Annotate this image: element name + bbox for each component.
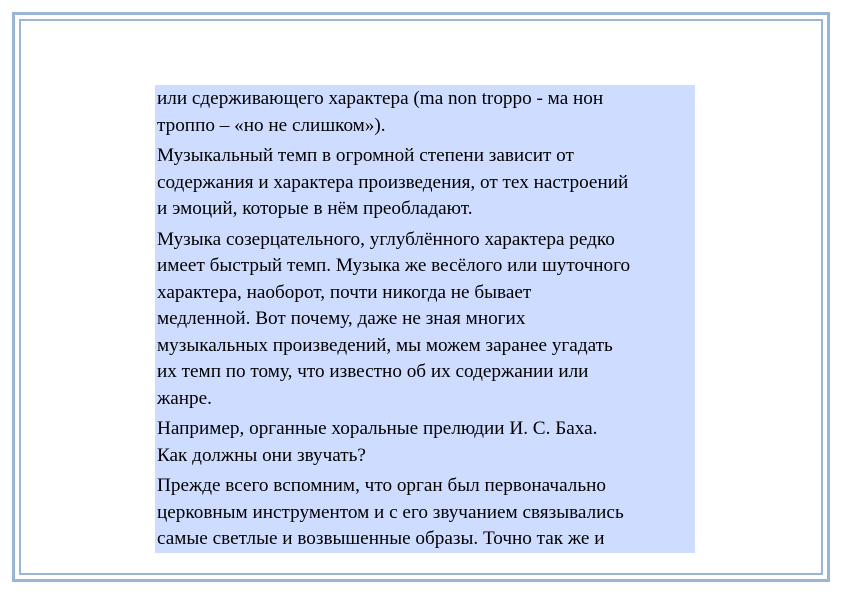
paragraph (157, 416, 695, 469)
paragraph (157, 227, 695, 413)
text-line: Музыкальный темп в огромной степени зависит от (157, 145, 574, 166)
text-line: или сдерживающего характера (ma non troppo - ма нон (157, 88, 604, 109)
text-line: троппо – «но не слишком»). (157, 114, 386, 136)
text-line: и эмоций, которые в нём преобладают. (157, 198, 473, 219)
text-line: Например, органные хоральные прелюдии И. С. Баха. (157, 418, 598, 439)
text-box (155, 85, 695, 553)
text-line: Как должны они звучать? (157, 444, 366, 466)
text-line: имеет быстрый темп. Музыка же весёлого или шуточного (157, 255, 631, 276)
text-line: жанре. (157, 387, 212, 409)
text-line: характера, наоборот, почти никогда не бывает (157, 281, 532, 303)
text-line: их темп по тому, что известно об их содержании или (157, 361, 589, 382)
paragraph (157, 473, 695, 553)
text-line: музыкальных произведений, мы можем заранее угадать (157, 334, 613, 356)
text-line: Музыка созерцательного, углублённого характера редко (157, 228, 615, 250)
text-line: медленной. Вот почему, даже не зная многих (157, 308, 526, 329)
text-line: самые светлые и возвышенные образы. Точно так же и (157, 528, 605, 549)
text-line: содержания и характера произведения, от тех настроений (157, 171, 629, 193)
paragraph (157, 143, 695, 223)
paragraph (157, 86, 695, 139)
text-line: Прежде всего вспомним, что орган был первоначально (157, 475, 606, 496)
text-line: церковным инструментом и с его звучанием связывались (157, 501, 624, 523)
